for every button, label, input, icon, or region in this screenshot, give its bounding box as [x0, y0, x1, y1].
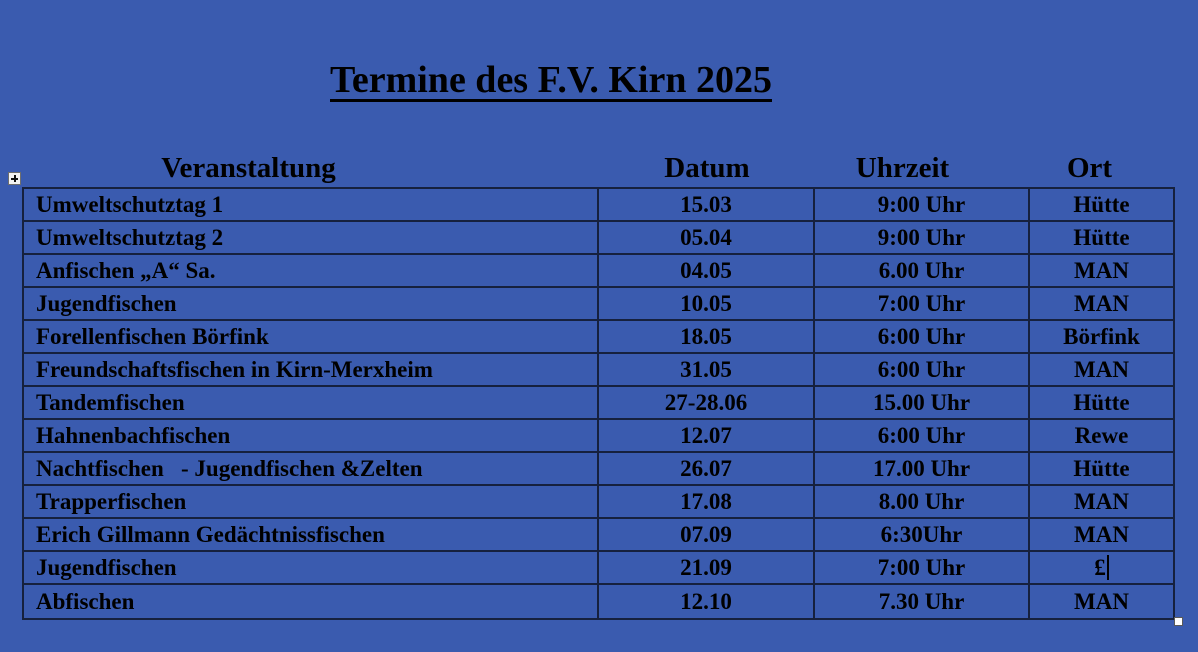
column-header-datum[interactable] — [599, 150, 815, 186]
table-cell-r9-c2[interactable] — [599, 453, 815, 486]
table-cell-r10-c2[interactable] — [599, 486, 815, 519]
cell-text: 31.05 — [680, 356, 732, 382]
cell-text: 12.07 — [680, 422, 732, 448]
cell-text: 27-28.06 — [664, 389, 748, 415]
table-cell-r3-c4[interactable] — [1030, 255, 1173, 288]
cell-text: 17.08 — [680, 488, 732, 514]
table-cell-r12-c2[interactable] — [599, 552, 815, 585]
table-cell-r1-c2[interactable] — [599, 189, 815, 222]
table-cell-r8-c3[interactable] — [815, 420, 1030, 453]
cell-text: 04.05 — [680, 257, 732, 283]
table-cell-r7-c4[interactable] — [1030, 387, 1173, 420]
cell-text: Freundschaftsfischen in Kirn-Merxheim — [36, 356, 433, 382]
table-cell-r5-c3[interactable] — [815, 321, 1030, 354]
cell-text: MAN — [1074, 521, 1129, 547]
cell-text: Umweltschutztag 1 — [36, 191, 224, 217]
cell-text: MAN — [1074, 257, 1129, 283]
table-cell-r9-c3[interactable] — [815, 453, 1030, 486]
cell-text: 6:00 Uhr — [877, 422, 966, 448]
table-cell-r7-c3[interactable] — [815, 387, 1030, 420]
cell-text: Abfischen — [36, 588, 135, 614]
table-cell-r4-c2[interactable] — [599, 288, 815, 321]
page-title[interactable]: Termine des F.V. Kirn 2025 — [330, 59, 772, 102]
table-cell-r11-c4[interactable] — [1030, 519, 1173, 552]
cell-text: Hütte — [1073, 389, 1130, 415]
cell-text: 6:30Uhr — [880, 521, 963, 547]
table-cell-r6-c2[interactable] — [599, 354, 815, 387]
cell-text: 10.05 — [680, 290, 732, 316]
table-cell-r2-c3[interactable] — [815, 222, 1030, 255]
column-header-uhrzeit[interactable] — [815, 150, 1030, 186]
cell-text: Umweltschutztag 2 — [36, 224, 224, 250]
table-cell-r13-c3[interactable] — [815, 585, 1030, 618]
cell-text: 7.30 Uhr — [878, 588, 965, 614]
cell-text: Erich Gillmann Gedächtnissfischen — [36, 521, 385, 547]
move-cross-icon — [9, 173, 20, 184]
cell-text: 8.00 Uhr — [878, 488, 965, 514]
table-move-handle[interactable] — [8, 172, 21, 185]
table-header-row — [24, 150, 1177, 186]
table-cell-r2-c1[interactable] — [24, 222, 599, 255]
table-cell-r13-c2[interactable] — [599, 585, 815, 618]
cell-text: MAN — [1074, 588, 1129, 614]
cell-text: 21.09 — [680, 554, 732, 580]
table-cell-r8-c4[interactable] — [1030, 420, 1173, 453]
table-cell-r10-c1[interactable] — [24, 486, 599, 519]
cell-text: Hahnenbachfischen — [36, 422, 231, 448]
table-cell-r1-c1[interactable] — [24, 189, 599, 222]
table-cell-r2-c2[interactable] — [599, 222, 815, 255]
cell-text: 07.09 — [680, 521, 732, 547]
table-cell-r12-c1[interactable] — [24, 552, 599, 585]
cell-text: Hütte — [1073, 191, 1130, 217]
cell-text: MAN — [1074, 290, 1129, 316]
cell-text: MAN — [1074, 488, 1129, 514]
table-resize-handle[interactable] — [1174, 617, 1183, 626]
table-cell-r3-c2[interactable] — [599, 255, 815, 288]
table-cell-r12-c4[interactable] — [1030, 552, 1173, 585]
table-cell-r12-c3[interactable] — [815, 552, 1030, 585]
table-cell-r5-c2[interactable] — [599, 321, 815, 354]
cell-text: 6.00 Uhr — [878, 257, 965, 283]
table-cell-r5-c1[interactable] — [24, 321, 599, 354]
cell-text: 26.07 — [680, 455, 732, 481]
table-cell-r10-c3[interactable] — [815, 486, 1030, 519]
cell-text: 9:00 Uhr — [877, 224, 966, 250]
cell-text: Anfischen „A“ Sa. — [36, 257, 216, 283]
cell-text: 15.00 Uhr — [872, 389, 971, 415]
table-cell-r7-c1[interactable] — [24, 387, 599, 420]
cell-text: 12.10 — [680, 588, 732, 614]
table-cell-r4-c3[interactable] — [815, 288, 1030, 321]
column-header-label: Ort — [1066, 151, 1113, 184]
table-cell-r6-c3[interactable] — [815, 354, 1030, 387]
column-header-veranstaltung[interactable] — [24, 150, 599, 186]
cell-text: 05.04 — [680, 224, 732, 250]
cell-text: Jugendfischen — [36, 554, 177, 580]
table-cell-r13-c4[interactable] — [1030, 585, 1173, 618]
cell-text: 17.00 Uhr — [872, 455, 971, 481]
table-cell-r1-c4[interactable] — [1030, 189, 1173, 222]
table-cell-r8-c2[interactable] — [599, 420, 815, 453]
cell-text: Forellenfischen Börfink — [36, 323, 269, 349]
column-header-label: Veranstaltung — [161, 151, 336, 184]
cell-text: 18.05 — [680, 323, 732, 349]
table-cell-r8-c1[interactable] — [24, 420, 599, 453]
cell-text: Hütte — [1073, 455, 1130, 481]
cell-text: Tandemfischen — [36, 389, 185, 415]
table-cell-r11-c3[interactable] — [815, 519, 1030, 552]
table-cell-r2-c4[interactable] — [1030, 222, 1173, 255]
text-cursor-caret — [1107, 555, 1109, 580]
cell-text: Trapperfischen — [36, 488, 187, 514]
table-cell-r4-c4[interactable] — [1030, 288, 1173, 321]
table-cell-r3-c1[interactable] — [24, 255, 599, 288]
cell-text: Nachtfischen - Jugendfischen &Zelten — [36, 455, 423, 481]
cell-text: 9:00 Uhr — [877, 191, 966, 217]
cell-text: MAN — [1074, 356, 1129, 382]
table-cell-r4-c1[interactable] — [24, 288, 599, 321]
cell-text: Börfink — [1063, 323, 1140, 349]
cell-text: 15.03 — [680, 191, 732, 217]
cell-text: 6:00 Uhr — [877, 356, 966, 382]
table-cell-r3-c3[interactable] — [815, 255, 1030, 288]
table-cell-r10-c4[interactable] — [1030, 486, 1173, 519]
cell-text: 7:00 Uhr — [877, 554, 966, 580]
schedule-table — [22, 187, 1175, 620]
table-cell-r7-c2[interactable] — [599, 387, 815, 420]
cell-text: Hütte — [1073, 224, 1130, 250]
column-header-label: Datum — [664, 151, 750, 184]
cell-text: £ — [1094, 554, 1106, 580]
table-cell-r5-c4[interactable] — [1030, 321, 1173, 354]
table-cell-r6-c1[interactable] — [24, 354, 599, 387]
column-header-label: Uhrzeit — [855, 151, 950, 184]
table-cell-r6-c4[interactable] — [1030, 354, 1173, 387]
table-cell-r9-c1[interactable] — [24, 453, 599, 486]
cell-text: Rewe — [1074, 422, 1129, 448]
cell-text: 6:00 Uhr — [877, 323, 966, 349]
table-cell-r1-c3[interactable] — [815, 189, 1030, 222]
table-cell-r9-c4[interactable] — [1030, 453, 1173, 486]
table-cell-r11-c2[interactable] — [599, 519, 815, 552]
cell-text: 7:00 Uhr — [877, 290, 966, 316]
cell-text: Jugendfischen — [36, 290, 177, 316]
column-header-ort[interactable] — [1030, 150, 1173, 186]
table-cell-r11-c1[interactable] — [24, 519, 599, 552]
table-cell-r13-c1[interactable] — [24, 585, 599, 618]
